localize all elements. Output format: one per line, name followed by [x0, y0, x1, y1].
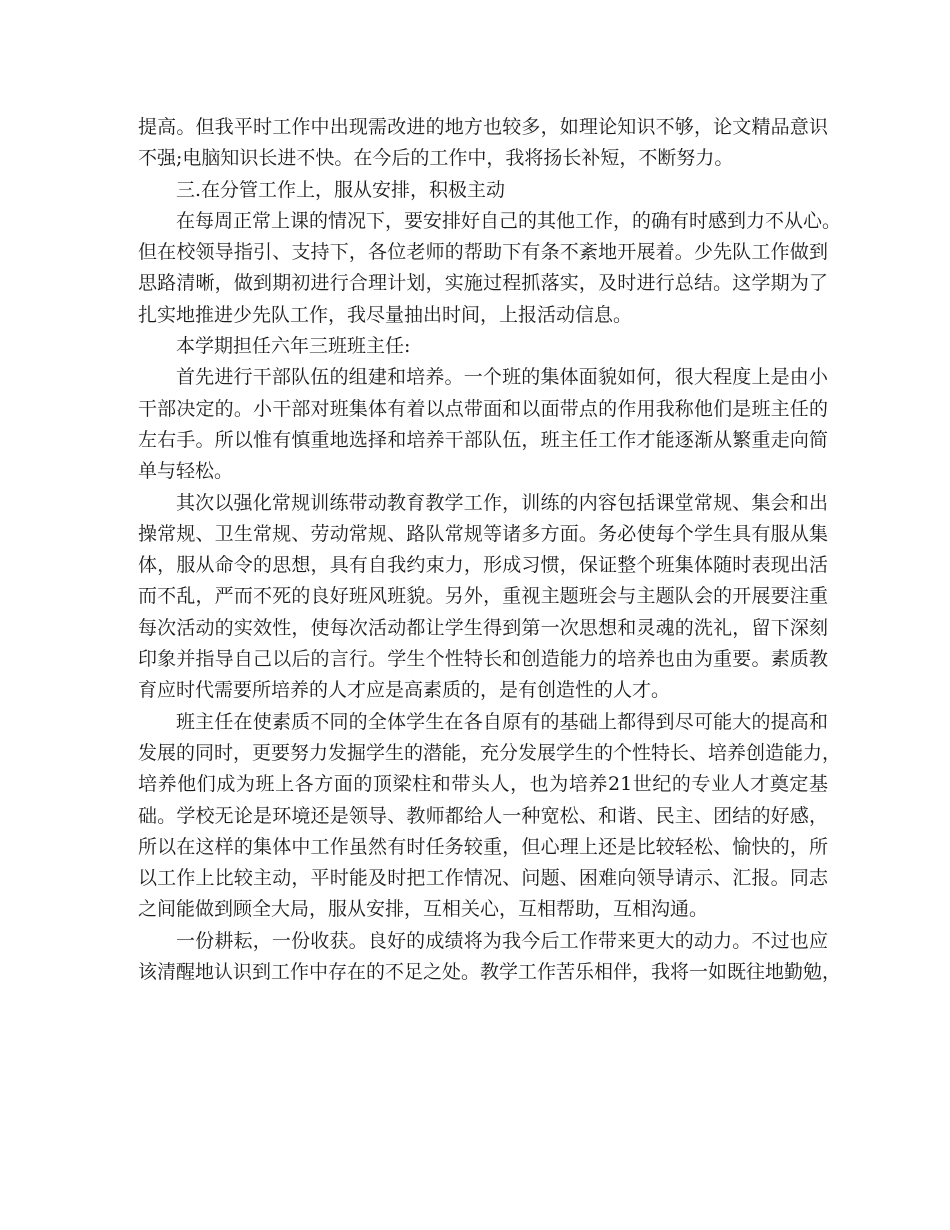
text-line: 本学期担任六年三班班主任:: [176, 335, 411, 358]
text-line: 一份耕耘，一份收获。良好的成绩将为我今后工作带来更大的动力。不过也应: [176, 929, 828, 952]
document-body: [138, 112, 842, 988]
text-line: 每次活动的实效性，使每次活动都让学生得到第一次思想和灵魂的洗礼，留下深刻: [138, 616, 828, 639]
text-line: 扎实地推进少先队工作，我尽量抽出时间，上报活动信息。: [138, 303, 633, 326]
text-line: 之间能做到顾全大局，服从安排，互相关心，互相帮助，互相沟通。: [138, 898, 709, 921]
text-line: 班主任在使素质不同的全体学生在各自原有的基础上都得到尽可能大的提高和: [176, 710, 828, 733]
text-line: 其次以强化常规训练带动教育教学工作，训练的内容包括课堂常规、集会和出: [176, 491, 828, 514]
text-line: 干部决定的。小干部对班集体有着以点带面和以面带点的作用我称他们是班主任的: [138, 397, 828, 420]
text-line: 体，服从命令的思想，具有自我约束力，形成习惯，保证整个班集体随时表现出活: [138, 554, 828, 577]
text-line: 不强;电脑知识长进不快。在今后的工作中，我将扬长补短，不断努力。: [138, 147, 734, 170]
text-line: 培养他们成为班上各方面的顶梁柱和带头人，也为培养21世纪的专业人才奠定基: [138, 773, 828, 796]
text-line: 发展的同时，更要努力发掘学生的潜能，充分发展学生的个性特长、培养创造能力，: [138, 741, 842, 764]
text-line: 提高。但我平时工作中出现需改进的地方也较多，如理论知识不够，论文精品意识: [138, 116, 828, 138]
text-line: 印象并指导自己以后的言行。学生个性特长和创造能力的培养也由为重要。素质教: [138, 648, 828, 671]
text-line: 在每周正常上课的情况下，要安排好自己的其他工作，的确有时感到力不从心。: [176, 209, 842, 232]
text-line: 所以在这样的集体中工作虽然有时任务较重，但心理上还是比较轻松、愉快的，所: [138, 835, 828, 858]
text-line: 单与轻松。: [138, 460, 234, 483]
text-line: 该清醒地认识到工作中存在的不足之处。教学工作苦乐相伴，我将一如既往地勤勉，: [138, 961, 842, 984]
text-line: 以工作上比较主动，平时能及时把工作情况、问题、困难向领导请示、汇报。同志: [138, 867, 828, 890]
text-line: 育应时代需要所培养的人才应是高素质的，是有创造性的人才。: [138, 679, 671, 702]
text-line: 三.在分管工作上，服从安排，积极主动: [176, 178, 506, 201]
text-line: 操常规、卫生常规、劳动常规、路队常规等诸多方面。务必使每个学生具有服从集: [138, 522, 828, 545]
text-line: 思路清晰，做到期初进行合理计划，实施过程抓落实，及时进行总结。这学期为了: [138, 272, 828, 295]
text-line: 但在校领导指引、支持下，各位老师的帮助下有条不紊地开展着。少先队工作做到: [138, 241, 828, 264]
text-line: 首先进行干部队伍的组建和培养。一个班的集体面貌如何，很大程度上是由小: [176, 366, 828, 389]
text-line: 左右手。所以惟有慎重地选择和培养干部队伍，班主任工作才能逐渐从繁重走向简: [138, 428, 828, 451]
text-line: 而不乱，严而不死的良好班风班貌。另外，重视主题班会与主题队会的开展要注重: [138, 585, 828, 608]
text-line: 础。学校无论是环境还是领导、教师都给人一种宽松、和谐、民主、团结的好感，: [138, 804, 828, 827]
